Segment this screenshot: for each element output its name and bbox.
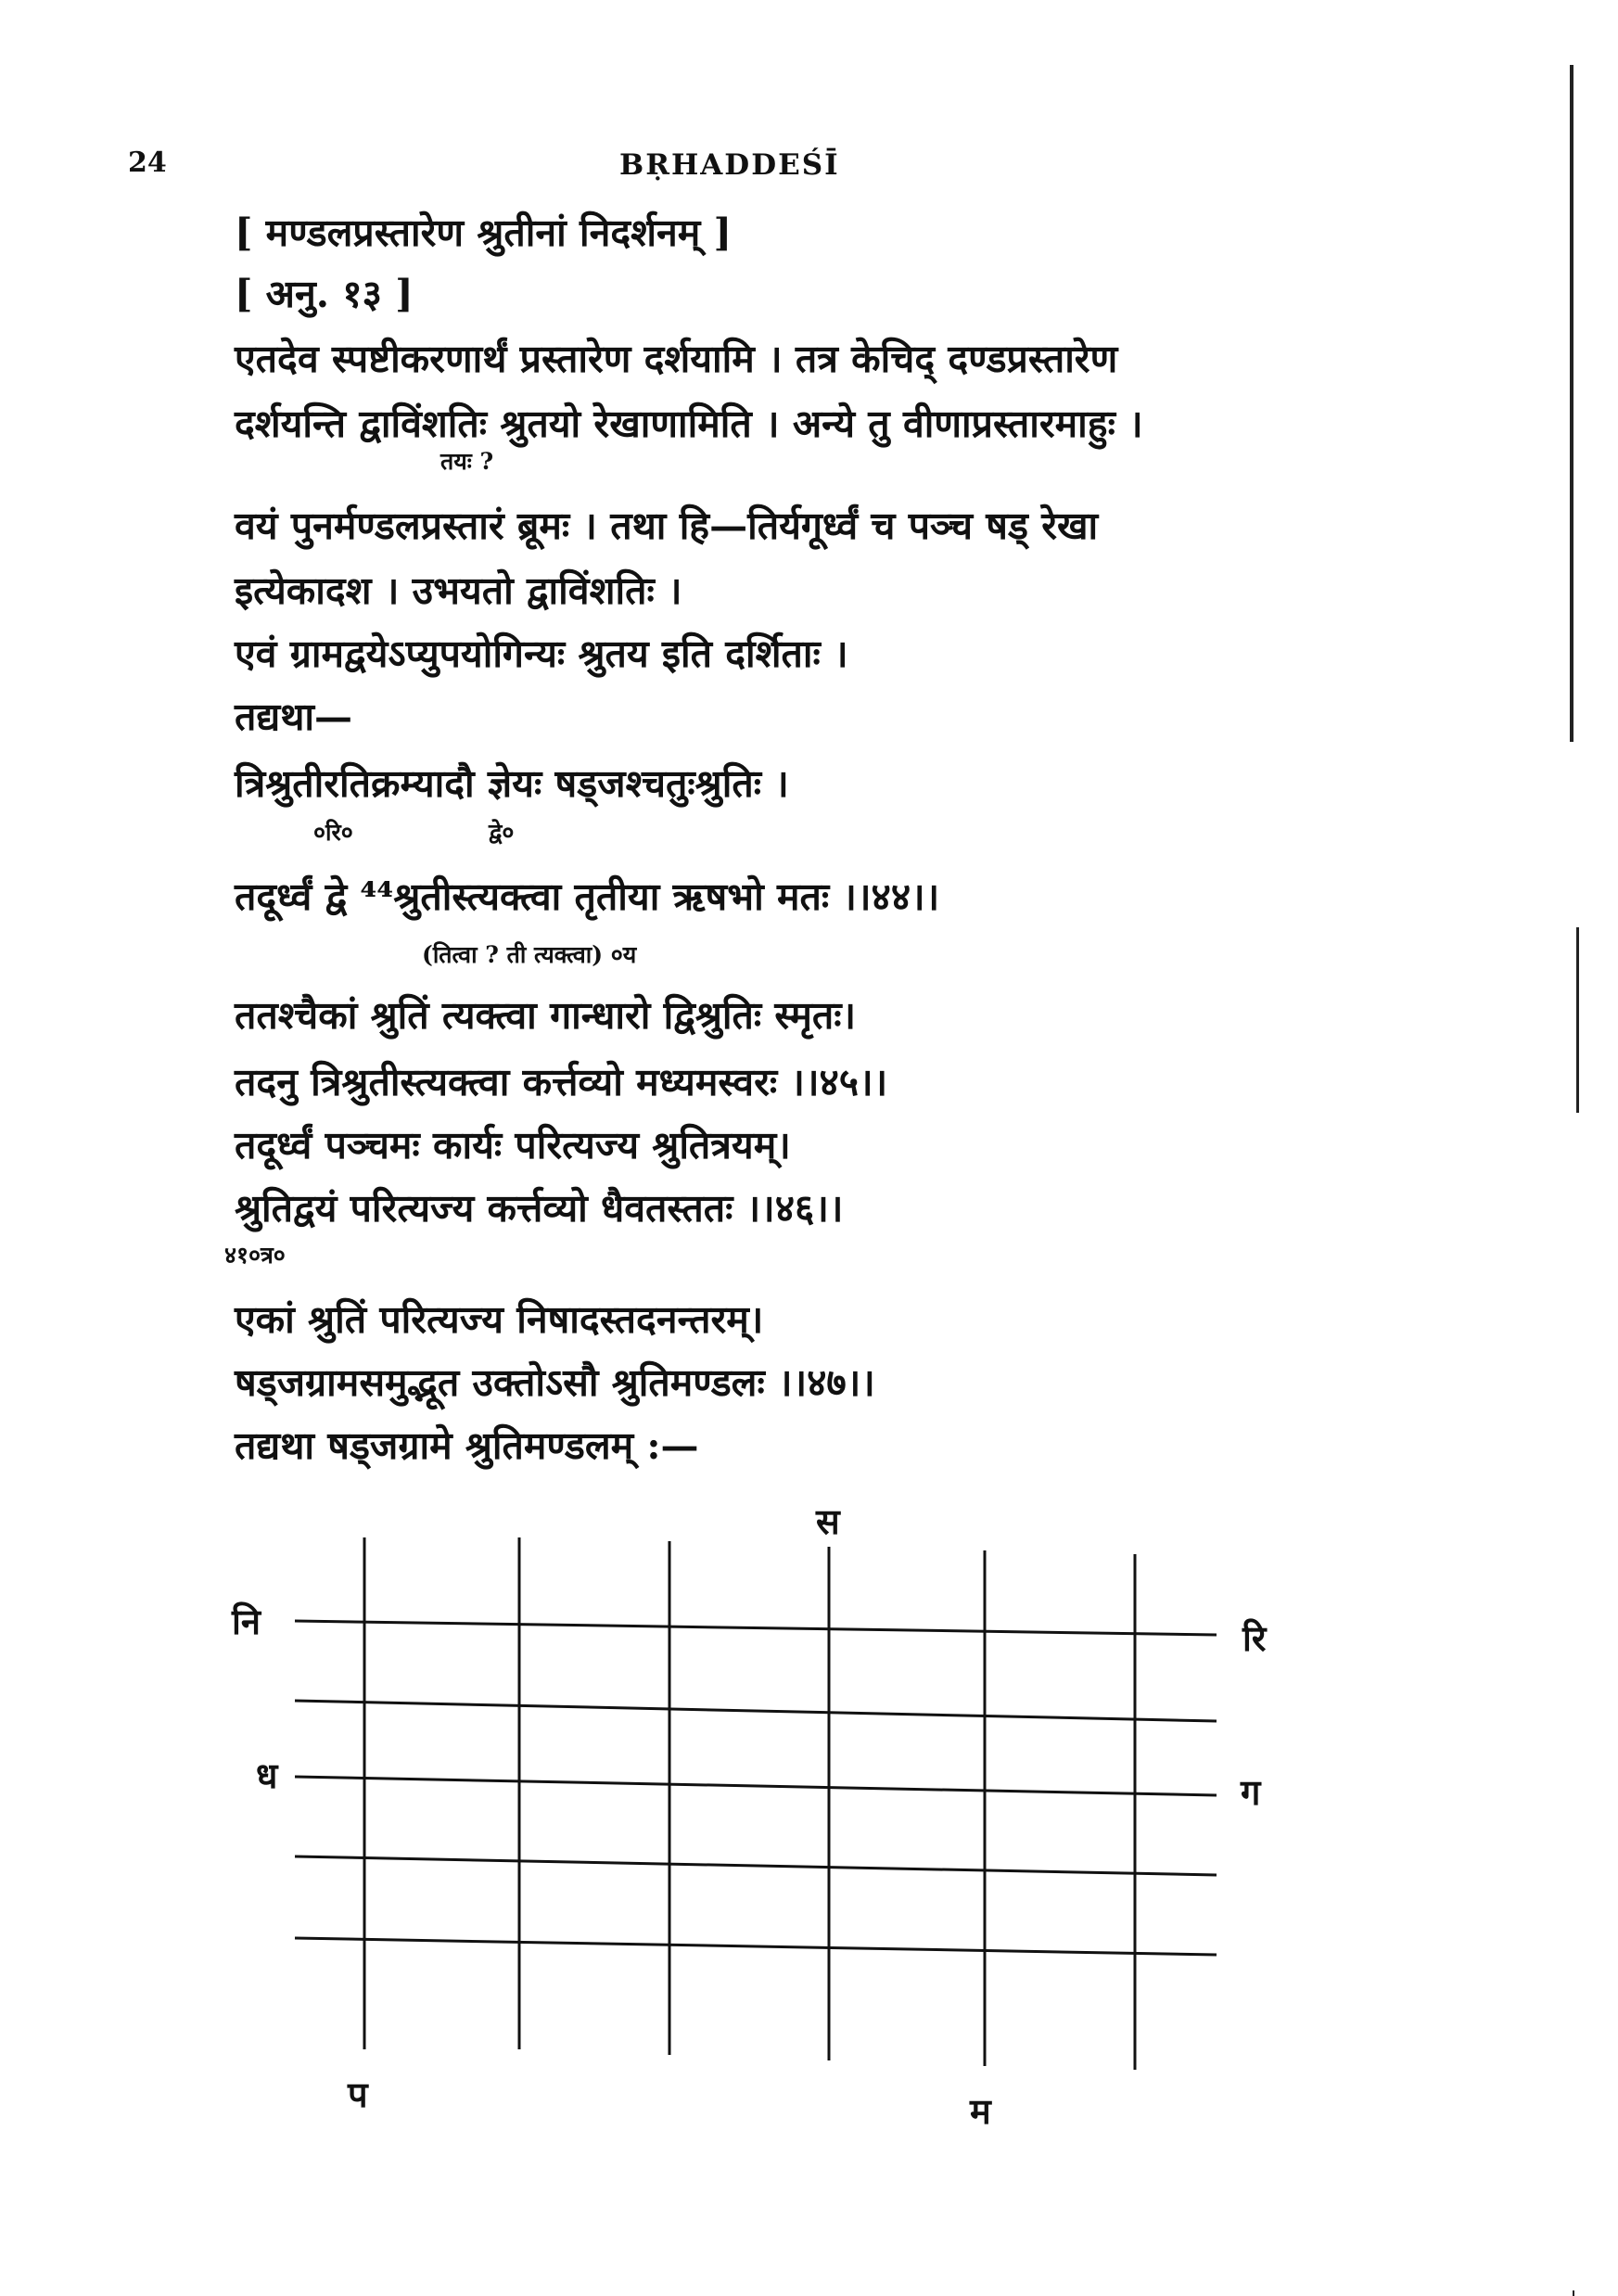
- horizontal-line: [295, 1621, 1217, 1635]
- section-heading: [ मण्डलप्रस्तारेण श्रुतीनां निदर्शनम् ]: [235, 210, 732, 255]
- horizontal-line: [295, 1701, 1217, 1721]
- horizontal-line: [295, 1856, 1217, 1875]
- verse-line: एकां श्रुतिं परित्यज्य निषादस्तदनन्तरम्।: [235, 1297, 764, 1342]
- label-ma: म: [970, 2090, 991, 2132]
- verse-line: तदूर्ध्वं द्वे ⁴⁴श्रुतीस्त्यक्त्वा तृतीया ऋषभो मतः ।।४४।।: [235, 874, 940, 919]
- horizontal-lines: [295, 1621, 1217, 1955]
- footnote-mark: द्वे०: [489, 819, 515, 846]
- verse-line: षड्जग्रामसमुद्भूत उक्तोऽसौ श्रुतिमण्डलः ।।४७।।: [235, 1360, 875, 1405]
- horizontal-line: [295, 1938, 1217, 1955]
- vertical-lines: [364, 1537, 1135, 2070]
- page-number: 24: [128, 147, 167, 179]
- footnote-mark: (तित्वा ? ती त्यक्त्वा) ०य: [422, 941, 637, 968]
- verse-line: तदूर्ध्वं पञ्चमः कार्यः परित्यज्य श्रुतित्रयम्।: [235, 1123, 791, 1167]
- text-line: वयं पुनर्मण्डलप्रस्तारं ब्रूमः । तथा हि—तिर्यगूर्ध्वं च पञ्च षड् रेखा: [235, 504, 1099, 548]
- label-sa: स: [816, 1500, 840, 1542]
- text-line: एवं ग्रामद्वयेऽप्युपयोगिन्यः श्रुतय इति दर्शिताः ।: [235, 631, 848, 676]
- anu-label: [ अनु. १३ ]: [235, 272, 414, 316]
- text-line: इत्येकादश । उभयतो द्वाविंशतिः ।: [235, 568, 682, 613]
- running-head: BṚHADDEŚĪ: [619, 148, 840, 182]
- verse-line: श्रुतिद्वयं परित्यज्य कर्त्तव्यो धैवतस्ततः ।।४६।।: [235, 1186, 844, 1231]
- label-pa: प: [348, 2073, 368, 2115]
- label-ga: ग: [1241, 1771, 1261, 1813]
- footnote-mark: तयः ?: [440, 448, 494, 475]
- text-line: एतदेव स्पष्टीकरणार्थं प्रस्तारेण दर्शयामि । तत्र केचिद् दण्डप्रस्तारेण: [235, 337, 1118, 381]
- footnote-mark: ०रि०: [313, 819, 353, 846]
- verse-line: तदनु त्रिश्रुतीस्त्यक्त्वा कर्त्तव्यो मध्यमस्वरः ।।४५।।: [235, 1060, 888, 1104]
- label-ri: रि: [1242, 1617, 1267, 1659]
- verse-line: त्रिश्रुतीरतिक्रम्यादौ ज्ञेयः षड्जश्चतुःश्रुतिः ।: [235, 761, 789, 806]
- verse-line: तद्यथा षड्जग्रामे श्रुतिमण्डलम् :—: [235, 1423, 699, 1468]
- label-ni: नि: [232, 1601, 261, 1642]
- footnote-mark: ४१०त्र०: [224, 1242, 286, 1269]
- verse-line: ततश्चैकां श्रुतिं त्यक्त्वा गान्धारो द्विश्रुतिः स्मृतः।: [235, 993, 857, 1038]
- horizontal-line: [295, 1777, 1217, 1795]
- text-line: तद्यथा—: [235, 695, 353, 739]
- text-line: दर्शयन्ति द्वाविंशतिः श्रुतयो रेखाणामिति । अन्ये तु वीणाप्रस्तारमाहुः ।: [235, 402, 1143, 446]
- label-dha: ध: [256, 1754, 278, 1796]
